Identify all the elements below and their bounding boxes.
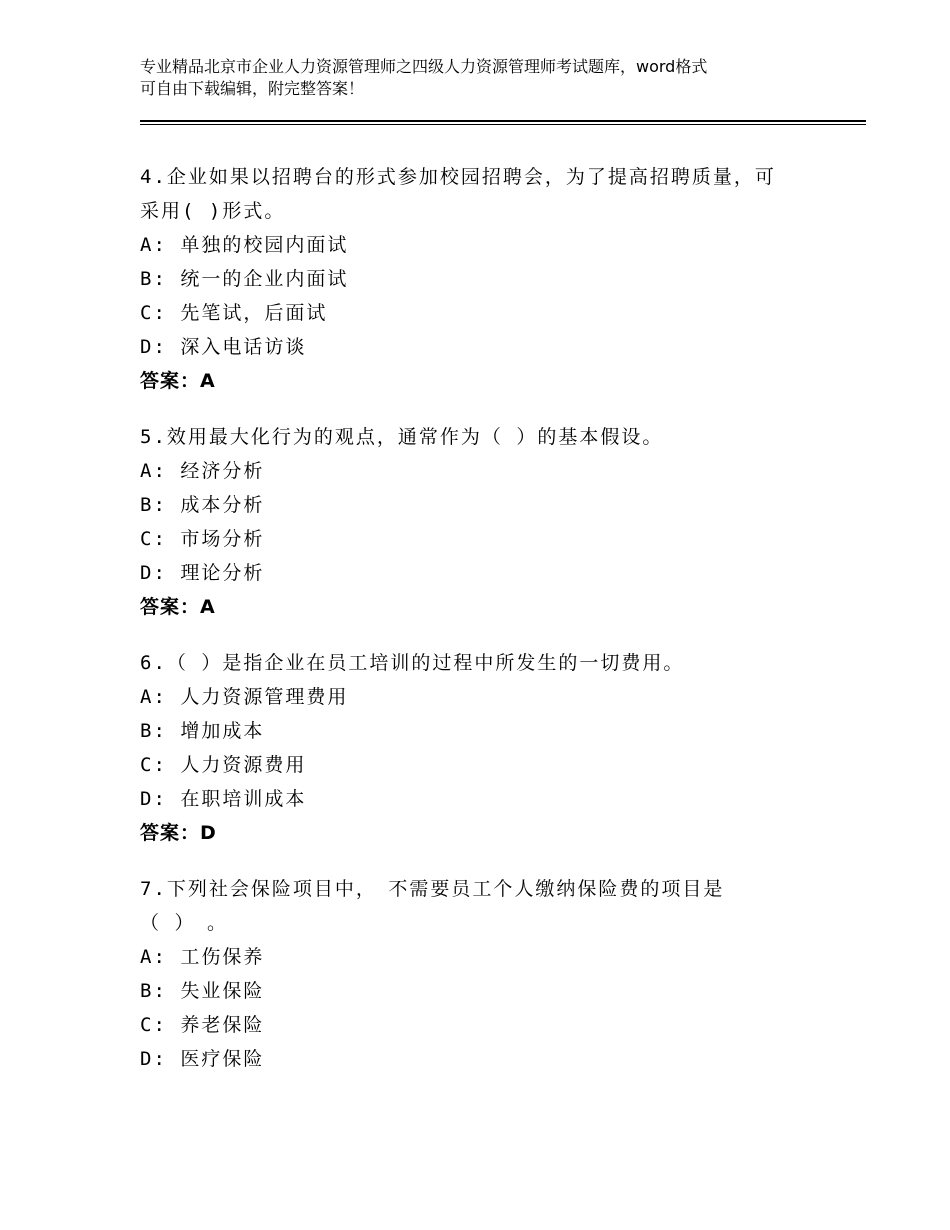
option-key: D: <box>140 562 167 584</box>
option-text: 先笔试，后面试 <box>180 302 328 324</box>
option-key: B: <box>140 494 167 516</box>
option-text: 增加成本 <box>180 720 265 742</box>
option-text: 人力资源费用 <box>180 754 307 776</box>
option-key: C: <box>140 754 167 776</box>
question-stem-line: （ ） 。 <box>140 912 228 934</box>
option-key: B: <box>140 980 167 1002</box>
option-a <box>140 454 820 488</box>
question-stem-line: 采用( )形式。 <box>140 200 286 222</box>
option-text: 医疗保险 <box>180 1048 265 1070</box>
option-a <box>140 228 820 262</box>
question-stem <box>140 646 820 680</box>
option-key: A: <box>140 460 167 482</box>
question-4 <box>140 160 820 398</box>
option-text: 成本分析 <box>180 494 265 516</box>
option-text: 深入电话访谈 <box>180 336 307 358</box>
question-stem-line: 6.（ ）是指企业在员工培训的过程中所发生的一切费用。 <box>140 652 685 674</box>
option-d <box>140 782 820 816</box>
option-c <box>140 1008 820 1042</box>
option-text: 理论分析 <box>180 562 265 584</box>
option-key: B: <box>140 268 167 290</box>
option-b <box>140 262 820 296</box>
option-a <box>140 680 820 714</box>
answer-label: 答案：A <box>140 596 216 618</box>
document-header <box>140 56 830 100</box>
option-c <box>140 296 820 330</box>
option-b <box>140 488 820 522</box>
option-key: A: <box>140 686 167 708</box>
option-text: 在职培训成本 <box>180 788 307 810</box>
option-text: 经济分析 <box>180 460 265 482</box>
header-line-2: 可自由下载编辑，附完整答案！ <box>140 79 365 98</box>
question-7 <box>140 872 820 1076</box>
answer-label: 答案：A <box>140 370 216 392</box>
option-text: 统一的企业内面试 <box>180 268 349 290</box>
option-d <box>140 330 820 364</box>
question-stem-line: 4.企业如果以招聘台的形式参加校园招聘会，为了提高招聘质量，可 <box>140 166 776 188</box>
option-key: D: <box>140 788 167 810</box>
option-d <box>140 1042 820 1076</box>
question-6 <box>140 646 820 850</box>
option-d <box>140 556 820 590</box>
header-line-1: 专业精品北京市企业人力资源管理师之四级人力资源管理师考试题库，word格式 <box>140 57 708 76</box>
question-5 <box>140 420 820 624</box>
option-key: C: <box>140 1014 167 1036</box>
option-text: 养老保险 <box>180 1014 265 1036</box>
option-text: 单独的校园内面试 <box>180 234 349 256</box>
header-rule-thin <box>140 124 866 125</box>
option-key: A: <box>140 234 167 256</box>
question-stem <box>140 420 820 454</box>
option-text: 工伤保养 <box>180 946 265 968</box>
option-a <box>140 940 820 974</box>
question-list <box>140 160 820 1098</box>
option-key: D: <box>140 336 167 358</box>
option-key: A: <box>140 946 167 968</box>
option-c <box>140 522 820 556</box>
option-text: 失业保险 <box>180 980 265 1002</box>
question-stem <box>140 160 820 228</box>
option-text: 人力资源管理费用 <box>180 686 349 708</box>
question-stem <box>140 872 820 940</box>
header-rule-thick <box>140 120 866 122</box>
option-text: 市场分析 <box>180 528 265 550</box>
question-stem-line: 7.下列社会保险项目中， 不需要员工个人缴纳保险费的项目是 <box>140 878 725 900</box>
option-b <box>140 974 820 1008</box>
option-b <box>140 714 820 748</box>
question-stem-line: 5.效用最大化行为的观点，通常作为（ ）的基本假设。 <box>140 426 664 448</box>
option-key: C: <box>140 302 167 324</box>
option-key: C: <box>140 528 167 550</box>
option-key: B: <box>140 720 167 742</box>
option-c <box>140 748 820 782</box>
answer-label: 答案：D <box>140 822 217 844</box>
option-key: D: <box>140 1048 167 1070</box>
